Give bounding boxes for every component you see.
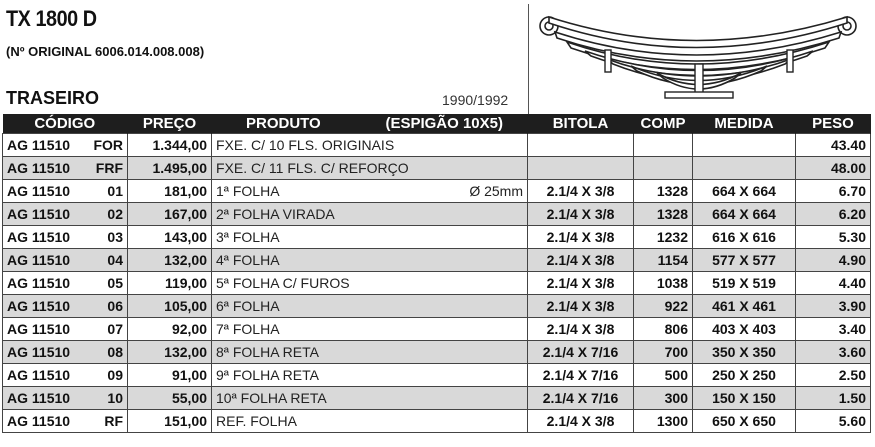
cell-medida [693, 157, 796, 180]
cell-codigo [3, 410, 128, 433]
cell-preco: 132,00 [128, 249, 212, 272]
cell-preco: 151,00 [128, 410, 212, 433]
cell-preco: 143,00 [128, 226, 212, 249]
cell-peso: 43.40 [796, 134, 871, 157]
table-header-row [3, 114, 871, 134]
cell-medida [693, 134, 796, 157]
original-number: (Nº ORIGINAL 6006.014.008.008) [6, 44, 205, 59]
cell-bitola: 2.1/4 X 3/8 [528, 226, 634, 249]
cell-bitola: 2.1/4 X 3/8 [528, 295, 634, 318]
cell-bitola: 2.1/4 X 3/8 [528, 180, 634, 203]
cell-comp [634, 134, 693, 157]
cell-produto [212, 134, 528, 157]
cell-produto [212, 180, 528, 203]
cell-bitola: 2.1/4 X 7/16 [528, 387, 634, 410]
product-name: 3ª FOLHA [216, 229, 280, 245]
col-bitola: BITOLA [528, 114, 634, 134]
cell-codigo [3, 341, 128, 364]
code-suffix: 08 [107, 344, 123, 360]
code-suffix: 07 [107, 321, 123, 337]
code-base: AG 11510 [7, 321, 71, 337]
cell-comp: 500 [634, 364, 693, 387]
cell-codigo [3, 318, 128, 341]
cell-medida: 616 X 616 [693, 226, 796, 249]
model-years: 1990/1992 [442, 92, 509, 108]
cell-peso: 48.00 [796, 157, 871, 180]
cell-produto [212, 387, 528, 410]
cell-codigo [3, 203, 128, 226]
section-title: TRASEIRO [6, 88, 100, 108]
cell-comp: 300 [634, 387, 693, 410]
cell-peso: 6.70 [796, 180, 871, 203]
product-name: 7ª FOLHA [216, 321, 280, 337]
code-suffix: 05 [107, 275, 123, 291]
cell-bitola: 2.1/4 X 7/16 [528, 364, 634, 387]
product-name: REF. FOLHA [216, 413, 297, 429]
table-row [3, 226, 871, 249]
parts-table [2, 114, 871, 433]
cell-preco: 55,00 [128, 387, 212, 410]
cell-medida: 350 X 350 [693, 341, 796, 364]
code-base: AG 11510 [7, 367, 71, 383]
table-row [3, 203, 871, 226]
product-name: 4ª FOLHA [216, 252, 280, 268]
cell-preco: 132,00 [128, 341, 212, 364]
cell-comp [634, 157, 693, 180]
code-suffix: 09 [107, 367, 123, 383]
cell-produto [212, 341, 528, 364]
cell-peso: 3.40 [796, 318, 871, 341]
cell-peso: 4.90 [796, 249, 871, 272]
cell-comp: 1300 [634, 410, 693, 433]
code-base: AG 11510 [7, 298, 71, 314]
table-row [3, 249, 871, 272]
col-produto [212, 114, 528, 134]
table-row [3, 364, 871, 387]
code-base: AG 11510 [7, 390, 71, 406]
cell-produto [212, 203, 528, 226]
cell-bitola: 2.1/4 X 3/8 [528, 249, 634, 272]
code-suffix: 03 [107, 229, 123, 245]
code-base: AG 11510 [7, 137, 71, 153]
col-codigo: CÓDIGO [3, 114, 128, 134]
product-name: FXE. C/ 11 FLS. C/ REFORÇO [216, 160, 409, 176]
cell-medida: 664 X 664 [693, 180, 796, 203]
product-name: FXE. C/ 10 FLS. ORIGINAIS [216, 137, 395, 153]
product-name: 6ª FOLHA [216, 298, 280, 314]
cell-medida: 150 X 150 [693, 387, 796, 410]
cell-comp: 922 [634, 295, 693, 318]
code-base: AG 11510 [7, 160, 71, 176]
cell-medida: 650 X 650 [693, 410, 796, 433]
cell-peso: 2.50 [796, 364, 871, 387]
cell-bitola [528, 134, 634, 157]
col-comp: COMP [634, 114, 693, 134]
table-row [3, 272, 871, 295]
code-base: AG 11510 [7, 183, 71, 199]
cell-bitola: 2.1/4 X 3/8 [528, 318, 634, 341]
code-suffix: 01 [107, 183, 123, 199]
cell-codigo [3, 157, 128, 180]
cell-peso: 5.30 [796, 226, 871, 249]
code-suffix: 02 [107, 206, 123, 222]
cell-produto [212, 157, 528, 180]
code-suffix: 06 [107, 298, 123, 314]
cell-comp: 1038 [634, 272, 693, 295]
cell-medida: 250 X 250 [693, 364, 796, 387]
table-row [3, 318, 871, 341]
product-name: 8ª FOLHA RETA [216, 344, 319, 360]
cell-peso: 6.20 [796, 203, 871, 226]
code-base: AG 11510 [7, 252, 71, 268]
cell-preco: 105,00 [128, 295, 212, 318]
cell-bitola: 2.1/4 X 3/8 [528, 272, 634, 295]
table-row [3, 180, 871, 203]
cell-comp: 1328 [634, 203, 693, 226]
product-name: 1ª FOLHA [216, 183, 280, 199]
code-base: AG 11510 [7, 229, 71, 245]
product-name: 5ª FOLHA C/ FUROS [216, 275, 350, 291]
code-suffix: 04 [107, 252, 123, 268]
cell-produto [212, 226, 528, 249]
col-espigao-label: (ESPIGÃO 10X5) [385, 115, 503, 132]
code-base: AG 11510 [7, 413, 71, 429]
cell-medida: 461 X 461 [693, 295, 796, 318]
table-row [3, 410, 871, 433]
cell-codigo [3, 387, 128, 410]
col-peso: PESO [796, 114, 871, 134]
cell-codigo [3, 295, 128, 318]
cell-codigo [3, 272, 128, 295]
cell-preco: 119,00 [128, 272, 212, 295]
cell-comp: 1154 [634, 249, 693, 272]
code-suffix: FRF [95, 160, 123, 176]
cell-peso: 5.60 [796, 410, 871, 433]
cell-peso: 3.90 [796, 295, 871, 318]
cell-codigo [3, 180, 128, 203]
col-preco: PREÇO [128, 114, 212, 134]
cell-preco: 167,00 [128, 203, 212, 226]
code-suffix: RF [104, 413, 123, 429]
cell-codigo [3, 134, 128, 157]
page-title: TX 1800 D [6, 6, 97, 31]
cell-produto [212, 318, 528, 341]
col-produto-label: PRODUTO [246, 115, 321, 132]
cell-produto [212, 410, 528, 433]
code-base: AG 11510 [7, 206, 71, 222]
code-suffix: FOR [93, 137, 123, 153]
code-base: AG 11510 [7, 275, 71, 291]
table-row [3, 157, 871, 180]
product-name: 9ª FOLHA RETA [216, 367, 319, 383]
cell-comp: 806 [634, 318, 693, 341]
product-name: 10ª FOLHA RETA [216, 390, 327, 406]
table-row [3, 134, 871, 157]
cell-bitola: 2.1/4 X 3/8 [528, 410, 634, 433]
cell-comp: 1232 [634, 226, 693, 249]
cell-preco: 1.344,00 [128, 134, 212, 157]
cell-peso: 3.60 [796, 341, 871, 364]
table-row [3, 387, 871, 410]
cell-comp: 1328 [634, 180, 693, 203]
cell-preco: 92,00 [128, 318, 212, 341]
leaf-spring-illustration [535, 6, 865, 104]
cell-codigo [3, 226, 128, 249]
cell-peso: 4.40 [796, 272, 871, 295]
code-suffix: 10 [107, 390, 123, 406]
cell-produto [212, 295, 528, 318]
cell-medida: 403 X 403 [693, 318, 796, 341]
product-name: 2ª FOLHA VIRADA [216, 206, 335, 222]
table-row [3, 295, 871, 318]
table-row [3, 341, 871, 364]
cell-produto [212, 249, 528, 272]
cell-produto [212, 272, 528, 295]
product-note: Ø 25mm [469, 183, 523, 199]
cell-comp: 700 [634, 341, 693, 364]
cell-preco: 91,00 [128, 364, 212, 387]
col-medida: MEDIDA [693, 114, 796, 134]
cell-codigo [3, 249, 128, 272]
code-base: AG 11510 [7, 344, 71, 360]
cell-preco: 181,00 [128, 180, 212, 203]
cell-medida: 519 X 519 [693, 272, 796, 295]
cell-medida: 577 X 577 [693, 249, 796, 272]
cell-bitola [528, 157, 634, 180]
cell-preco: 1.495,00 [128, 157, 212, 180]
cell-peso: 1.50 [796, 387, 871, 410]
cell-bitola: 2.1/4 X 3/8 [528, 203, 634, 226]
divider [528, 4, 529, 114]
cell-bitola: 2.1/4 X 7/16 [528, 341, 634, 364]
cell-medida: 664 X 664 [693, 203, 796, 226]
cell-produto [212, 364, 528, 387]
cell-codigo [3, 364, 128, 387]
